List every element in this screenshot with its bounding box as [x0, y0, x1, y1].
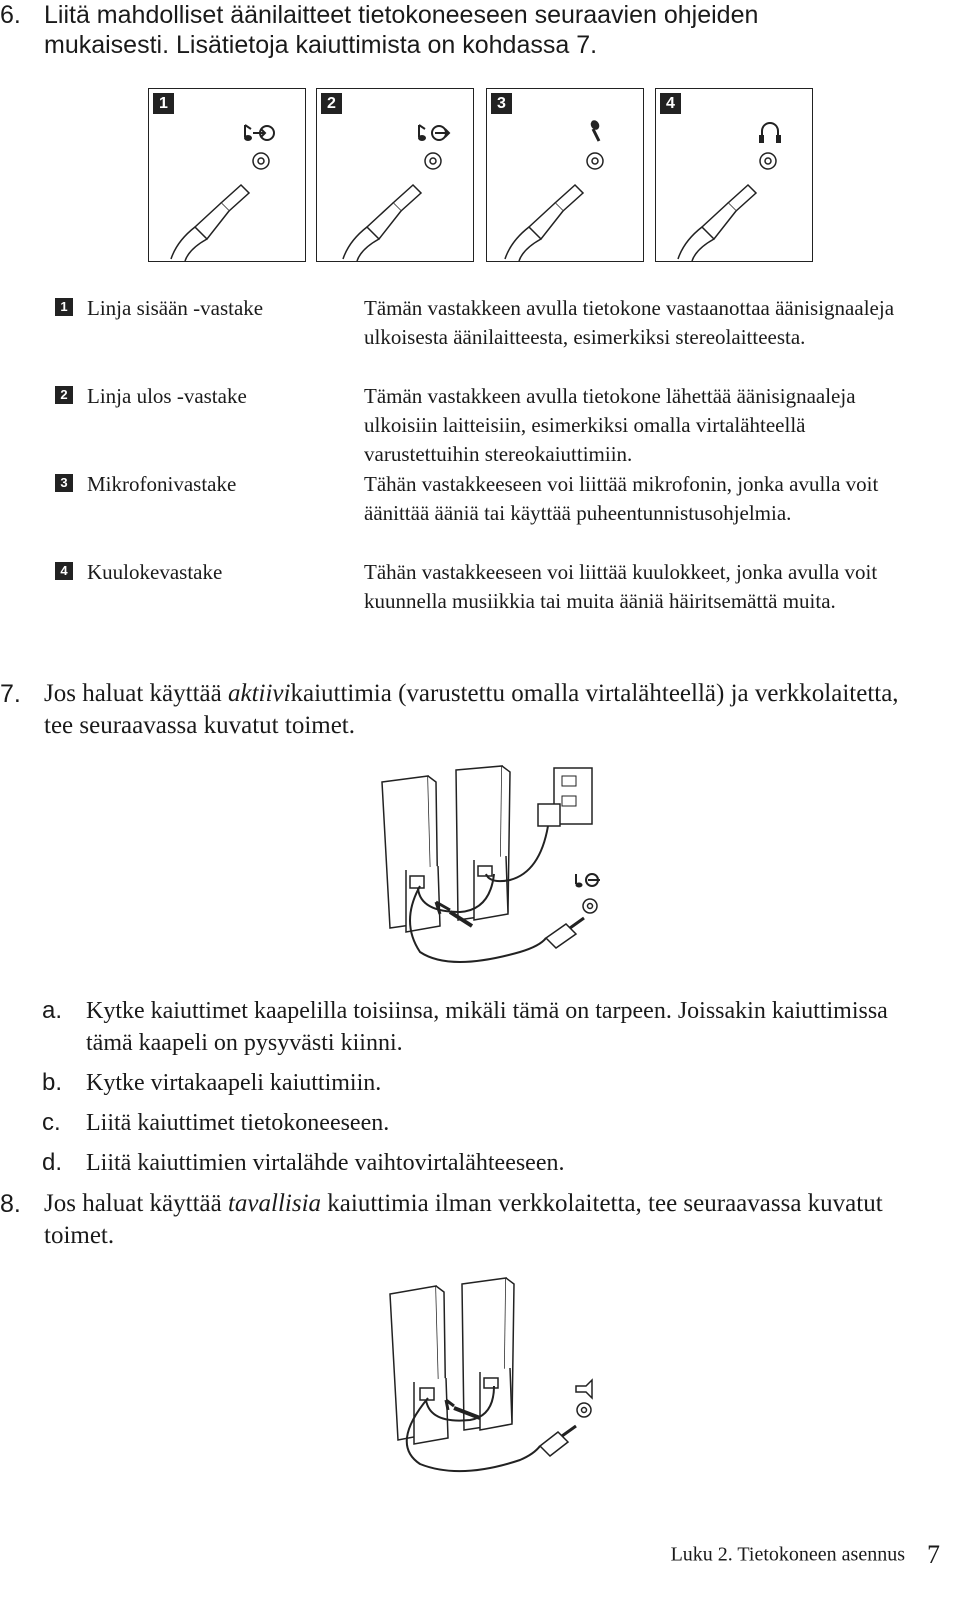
microphone-icon — [589, 119, 601, 141]
substep-text: Kytke kaiuttimet kaapelilla toisiinsa, mikäli tämä on tarpeen. Joissakin kaiuttimissa tämä kaapeli on pysyvästi kiinni. — [86, 998, 888, 1056]
step-number: 6. — [0, 1, 21, 29]
port-description: Tähän vastakkeeseen voi liittää kuulokkeet, jonka avulla voit kuunnella musiikkia tai muita ääniä häiritsemättä muita. — [364, 560, 878, 613]
step-7 — [0, 678, 920, 742]
port-name: Mikrofonivastake — [87, 472, 237, 496]
port-panel-2 — [316, 88, 474, 262]
callout-3: 3 — [491, 93, 512, 114]
port-name: Linja ulos -vastake — [87, 384, 247, 408]
headphone-plug-illustration — [656, 89, 812, 261]
substep-b — [42, 1067, 922, 1099]
standard-speakers-illustration — [370, 1274, 630, 1474]
chapter-title: Luku 2. Tietokoneen asennus — [670, 1543, 905, 1566]
substep-letter: b. — [42, 1069, 63, 1096]
substep-a — [42, 995, 922, 1059]
port-description: Tämän vastakkeen avulla tietokone lähettää äänisignaaleja ulkoisiin laitteisiin, esimerkiksi omalla virtalähteellä varustettuihin stereokaiuttimiin. — [364, 384, 856, 466]
step-text: Jos haluat käyttää aktiivikaiuttimia (varustettu omalla virtalähteellä) ja verkkolaitetta, tee seuraavassa kuvatut toimet. — [44, 680, 899, 739]
page-footer — [671, 1540, 940, 1570]
callout-1: 1 — [55, 298, 73, 316]
callout-4: 4 — [55, 562, 73, 580]
substep-c — [42, 1107, 922, 1139]
microphone-plug-illustration — [487, 89, 643, 261]
substep-text: Liitä kaiuttimien virtalähde vaihtovirtalähteeseen. — [86, 1150, 565, 1176]
port-name: Kuulokevastake — [87, 560, 223, 584]
emphasis: aktiivi — [227, 680, 291, 707]
step-text: Liitä mahdolliset äänilaitteet tietokoneeseen seuraavien ohjeiden mukaisesti. Lisätietoja kaiuttimista on kohdassa 7. — [44, 1, 759, 59]
step-text: Jos haluat käyttää tavallisia kaiuttimia ilman verkkolaitetta, tee seuraavassa kuvatut toimet. — [44, 1190, 883, 1249]
power-adapter-icon — [538, 804, 560, 826]
substep-d — [42, 1147, 922, 1179]
line-out-plug-illustration — [317, 89, 473, 261]
step-number: 7. — [0, 680, 21, 708]
line-out-icon — [418, 125, 449, 141]
active-speakers-illustration — [370, 762, 630, 968]
callout-2: 2 — [321, 93, 342, 114]
callout-1: 1 — [153, 93, 174, 114]
step-8 — [0, 1188, 920, 1252]
callout-4: 4 — [660, 93, 681, 114]
substep-letter: c. — [42, 1109, 61, 1136]
substep-letter: d. — [42, 1149, 63, 1176]
page-number: 7 — [927, 1540, 940, 1569]
step-number: 8. — [0, 1190, 21, 1218]
headphone-icon — [759, 123, 781, 143]
callout-2: 2 — [55, 386, 73, 404]
line-in-plug-illustration — [149, 89, 305, 261]
port-panel-3 — [486, 88, 644, 262]
emphasis: tavallisia — [227, 1190, 322, 1217]
port-name: Linja sisään -vastake — [87, 296, 264, 320]
substep-text: Kytke virtakaapeli kaiuttimiin. — [86, 1070, 382, 1096]
substep-text: Liitä kaiuttimet tietokoneeseen. — [86, 1110, 390, 1136]
callout-3: 3 — [55, 474, 73, 492]
port-panel-4 — [655, 88, 813, 262]
step-6 — [0, 0, 880, 60]
port-description: Tämän vastakkeen avulla tietokone vastaanottaa äänisignaaleja ulkoisesta äänilaitteesta, esimerkiksi stereolaitteesta. — [364, 296, 895, 349]
port-panel-1 — [148, 88, 306, 262]
line-out-icon — [576, 874, 601, 888]
substep-letter: a. — [42, 997, 63, 1024]
speaker-icon — [576, 1380, 592, 1398]
line-in-icon — [244, 125, 274, 141]
port-description: Tähän vastakkeeseen voi liittää mikrofonin, jonka avulla voit äänittää ääniä tai käyttää puheentunnistusohjelmia. — [364, 472, 879, 525]
